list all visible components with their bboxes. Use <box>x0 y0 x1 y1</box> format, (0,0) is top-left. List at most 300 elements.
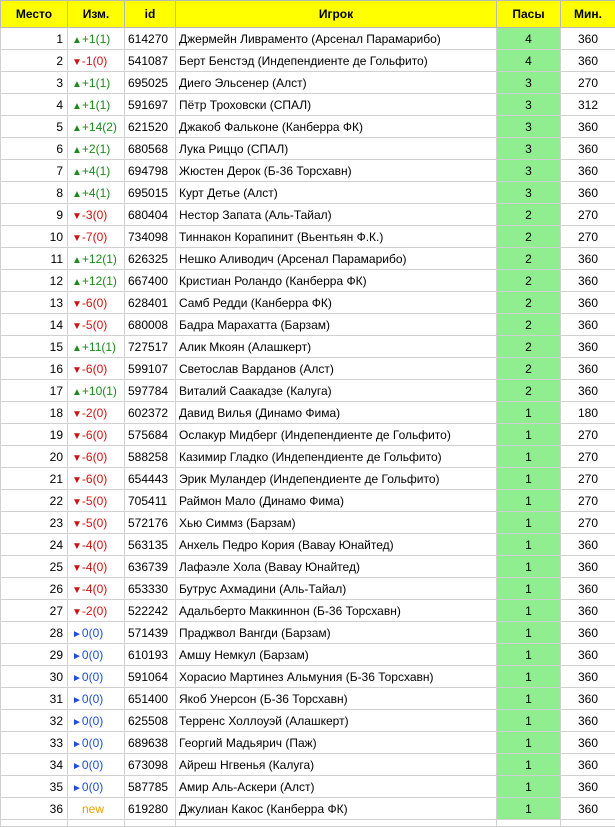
player-id-cell: 588258 <box>125 446 176 468</box>
change-value: +1(1) <box>82 76 110 90</box>
arrow-down-icon: ▼ <box>72 57 82 68</box>
assists-cell: 1 <box>497 798 561 820</box>
change-value: -4(0) <box>82 538 107 552</box>
change-cell <box>68 226 125 248</box>
player-id-cell: 680404 <box>125 204 176 226</box>
place-cell: 18 <box>1 402 68 424</box>
place-cell: 5 <box>1 116 68 138</box>
table-row <box>1 270 615 292</box>
change-value: +1(1) <box>82 98 110 112</box>
minutes-cell: 180 <box>561 402 615 424</box>
minutes-cell: 360 <box>561 556 615 578</box>
change-cell <box>68 666 125 688</box>
change-value: 0(0) <box>82 714 103 728</box>
change-cell <box>68 50 125 72</box>
player-name-cell: Раймон Мало (Динамо Фима) <box>176 490 497 512</box>
change-value: -1(0) <box>82 54 107 68</box>
minutes-cell: 360 <box>561 116 615 138</box>
place-cell: 27 <box>1 600 68 622</box>
player-id-cell: 680008 <box>125 314 176 336</box>
player-name-cell: Ослакур Мидберг (Индепендиенте де Гольфито) <box>176 424 497 446</box>
assists-cell: 1 <box>497 600 561 622</box>
player-name-cell: Пётр Троховски (СПАЛ) <box>176 94 497 116</box>
change-value: +4(1) <box>82 164 110 178</box>
table-row <box>1 28 615 50</box>
minutes-cell: 360 <box>561 666 615 688</box>
player-id-cell: 575684 <box>125 424 176 446</box>
player-id-cell: 673098 <box>125 754 176 776</box>
change-value: -5(0) <box>82 318 107 332</box>
arrow-up-icon: ▲ <box>72 145 82 156</box>
player-name-cell: Бутрус Ахмадини (Аль-Тайал) <box>176 578 497 600</box>
assists-cell: 2 <box>497 358 561 380</box>
assists-cell: 1 <box>497 776 561 798</box>
place-cell: 8 <box>1 182 68 204</box>
place-cell: 13 <box>1 292 68 314</box>
minutes-cell: 360 <box>561 754 615 776</box>
arrow-up-icon: ▲ <box>72 79 82 90</box>
empty-cell <box>68 820 125 827</box>
player-id-cell: 654443 <box>125 468 176 490</box>
change-cell <box>68 270 125 292</box>
arrow-up-icon: ▲ <box>72 387 82 398</box>
arrow-right-icon: ► <box>72 629 82 640</box>
minutes-cell: 270 <box>561 72 615 94</box>
change-value: 0(0) <box>82 648 103 662</box>
place-cell: 4 <box>1 94 68 116</box>
player-name-cell: Айреш Нгвенья (Калуга) <box>176 754 497 776</box>
table-row <box>1 50 615 72</box>
table-row <box>1 182 615 204</box>
change-value: -6(0) <box>82 428 107 442</box>
arrow-down-icon: ▼ <box>72 431 82 442</box>
assists-cell: 1 <box>497 468 561 490</box>
empty-cell <box>1 820 68 827</box>
arrow-down-icon: ▼ <box>72 585 82 596</box>
place-cell: 12 <box>1 270 68 292</box>
minutes-cell: 360 <box>561 50 615 72</box>
place-cell: 14 <box>1 314 68 336</box>
player-name-cell: Джермейн Ливраменто (Арсенал Парамарибо) <box>176 28 497 50</box>
change-value: +10(1) <box>82 384 117 398</box>
player-name-cell: Праджвол Вангди (Барзам) <box>176 622 497 644</box>
assists-cell: 1 <box>497 512 561 534</box>
table-row <box>1 798 615 820</box>
assists-cell: 1 <box>497 424 561 446</box>
header-minutes: Мин. <box>561 1 615 28</box>
place-cell: 23 <box>1 512 68 534</box>
assists-cell: 1 <box>497 688 561 710</box>
player-id-cell: 734098 <box>125 226 176 248</box>
assists-cell: 1 <box>497 446 561 468</box>
table-row <box>1 666 615 688</box>
arrow-down-icon: ▼ <box>72 497 82 508</box>
player-id-cell: 571439 <box>125 622 176 644</box>
change-value: +1(1) <box>82 32 110 46</box>
place-cell: 30 <box>1 666 68 688</box>
header-id: id <box>125 1 176 28</box>
assists-cell: 3 <box>497 160 561 182</box>
arrow-up-icon: ▲ <box>72 277 82 288</box>
change-cell <box>68 292 125 314</box>
player-name-cell: Эрик Муландер (Индепендиенте де Гольфито) <box>176 468 497 490</box>
player-name-cell: Нешко Аливодич (Арсенал Парамарибо) <box>176 248 497 270</box>
change-value: 0(0) <box>82 692 103 706</box>
change-cell <box>68 336 125 358</box>
player-name-cell: Самб Редди (Канберра ФК) <box>176 292 497 314</box>
arrow-right-icon: ► <box>72 695 82 706</box>
change-cell <box>68 754 125 776</box>
change-value: -4(0) <box>82 560 107 574</box>
change-value: -4(0) <box>82 582 107 596</box>
arrow-up-icon: ▲ <box>72 123 82 134</box>
assists-cell: 1 <box>497 578 561 600</box>
change-cell <box>68 600 125 622</box>
minutes-cell: 360 <box>561 314 615 336</box>
player-name-cell: Алик Мкоян (Алашкерт) <box>176 336 497 358</box>
table-row <box>1 468 615 490</box>
place-cell: 16 <box>1 358 68 380</box>
player-name-cell: Хью Симмз (Барзам) <box>176 512 497 534</box>
table-row <box>1 776 615 798</box>
arrow-right-icon: ► <box>72 739 82 750</box>
player-id-cell: 695025 <box>125 72 176 94</box>
place-cell: 24 <box>1 534 68 556</box>
minutes-cell: 270 <box>561 490 615 512</box>
change-cell <box>68 28 125 50</box>
change-cell <box>68 116 125 138</box>
change-cell <box>68 204 125 226</box>
assists-cell: 3 <box>497 116 561 138</box>
change-value: -6(0) <box>82 296 107 310</box>
place-cell: 22 <box>1 490 68 512</box>
change-value: -6(0) <box>82 472 107 486</box>
assists-cell: 1 <box>497 402 561 424</box>
minutes-cell: 360 <box>561 28 615 50</box>
place-cell: 7 <box>1 160 68 182</box>
minutes-cell: 360 <box>561 622 615 644</box>
arrow-down-icon: ▼ <box>72 211 82 222</box>
minutes-cell: 270 <box>561 468 615 490</box>
assists-cell: 2 <box>497 314 561 336</box>
change-value: -6(0) <box>82 450 107 464</box>
table-row <box>1 72 615 94</box>
player-id-cell: 626325 <box>125 248 176 270</box>
minutes-cell: 270 <box>561 424 615 446</box>
minutes-cell: 270 <box>561 446 615 468</box>
change-cell <box>68 710 125 732</box>
player-name-cell: Джакоб Фальконе (Канберра ФК) <box>176 116 497 138</box>
arrow-down-icon: ▼ <box>72 475 82 486</box>
player-id-cell: 680568 <box>125 138 176 160</box>
change-value: -3(0) <box>82 208 107 222</box>
arrow-down-icon: ▼ <box>72 233 82 244</box>
minutes-cell: 360 <box>561 776 615 798</box>
change-cell <box>68 622 125 644</box>
table-body <box>1 28 615 827</box>
player-name-cell: Амир Аль-Аскери (Алст) <box>176 776 497 798</box>
change-value: +12(1) <box>82 274 117 288</box>
header-change: Изм. <box>68 1 125 28</box>
minutes-cell: 360 <box>561 798 615 820</box>
table-row <box>1 116 615 138</box>
minutes-cell: 360 <box>561 270 615 292</box>
change-cell <box>68 534 125 556</box>
assists-cell: 1 <box>497 534 561 556</box>
assists-cell: 2 <box>497 336 561 358</box>
empty-cell <box>176 820 497 827</box>
header-place: Место <box>1 1 68 28</box>
player-id-cell: 636739 <box>125 556 176 578</box>
assists-cell: 1 <box>497 754 561 776</box>
table-row <box>1 292 615 314</box>
player-name-cell: Якоб Унерсон (Б-36 Торсхавн) <box>176 688 497 710</box>
table-row <box>1 490 615 512</box>
assists-cell: 3 <box>497 94 561 116</box>
change-value: +11(1) <box>82 340 116 354</box>
player-id-cell: 610193 <box>125 644 176 666</box>
table-row <box>1 732 615 754</box>
place-cell: 19 <box>1 424 68 446</box>
place-cell: 28 <box>1 622 68 644</box>
table-row <box>1 534 615 556</box>
table-row <box>1 622 615 644</box>
table-row <box>1 380 615 402</box>
table-row <box>1 688 615 710</box>
table-row <box>1 556 615 578</box>
arrow-down-icon: ▼ <box>72 563 82 574</box>
player-id-cell: 591697 <box>125 94 176 116</box>
assists-cell: 3 <box>497 182 561 204</box>
player-id-cell: 572176 <box>125 512 176 534</box>
change-value: +2(1) <box>82 142 110 156</box>
assists-cell: 1 <box>497 710 561 732</box>
minutes-cell: 360 <box>561 138 615 160</box>
change-cell <box>68 424 125 446</box>
player-name-cell: Берт Бенстэд (Индепендиенте де Гольфито) <box>176 50 497 72</box>
player-id-cell: 541087 <box>125 50 176 72</box>
arrow-right-icon: ► <box>72 761 82 772</box>
minutes-cell: 360 <box>561 248 615 270</box>
change-value: -2(0) <box>82 406 107 420</box>
arrow-right-icon: ► <box>72 673 82 684</box>
player-id-cell: 599107 <box>125 358 176 380</box>
minutes-cell: 360 <box>561 336 615 358</box>
player-name-cell: Хорасио Мартинез Альмуния (Б-36 Торсхавн) <box>176 666 497 688</box>
change-cell <box>68 644 125 666</box>
change-cell <box>68 798 125 820</box>
change-value: -5(0) <box>82 516 107 530</box>
table-row <box>1 358 615 380</box>
player-id-cell: 695015 <box>125 182 176 204</box>
place-cell: 10 <box>1 226 68 248</box>
table-row <box>1 336 615 358</box>
player-name-cell: Светослав Варданов (Алст) <box>176 358 497 380</box>
place-cell: 2 <box>1 50 68 72</box>
assists-cell: 4 <box>497 28 561 50</box>
arrow-right-icon: ► <box>72 717 82 728</box>
arrow-up-icon: ▲ <box>72 255 82 266</box>
header-player: Игрок <box>176 1 497 28</box>
assists-cell: 3 <box>497 72 561 94</box>
change-cell <box>68 776 125 798</box>
change-cell <box>68 380 125 402</box>
table-row <box>1 710 615 732</box>
arrow-up-icon: ▲ <box>72 343 82 354</box>
table-row <box>1 94 615 116</box>
player-name-cell: Терренс Холлоуэй (Алашкерт) <box>176 710 497 732</box>
place-cell: 20 <box>1 446 68 468</box>
minutes-cell: 360 <box>561 292 615 314</box>
minutes-cell: 360 <box>561 182 615 204</box>
assists-cell: 2 <box>497 270 561 292</box>
change-cell <box>68 578 125 600</box>
player-id-cell: 625508 <box>125 710 176 732</box>
player-name-cell: Джулиан Какос (Канберра ФК) <box>176 798 497 820</box>
change-value: 0(0) <box>82 626 103 640</box>
place-cell: 33 <box>1 732 68 754</box>
change-cell <box>68 732 125 754</box>
minutes-cell: 312 <box>561 94 615 116</box>
arrow-down-icon: ▼ <box>72 409 82 420</box>
table-row <box>1 512 615 534</box>
table-row <box>1 424 615 446</box>
player-id-cell: 563135 <box>125 534 176 556</box>
place-cell: 1 <box>1 28 68 50</box>
player-name-cell: Казимир Гладко (Индепендиенте де Гольфито) <box>176 446 497 468</box>
player-name-cell: Курт Детье (Алст) <box>176 182 497 204</box>
player-id-cell: 602372 <box>125 402 176 424</box>
place-cell: 25 <box>1 556 68 578</box>
empty-cell <box>125 820 176 827</box>
player-name-cell: Адальберто Маккиннон (Б-36 Торсхавн) <box>176 600 497 622</box>
table-row <box>1 160 615 182</box>
place-cell: 26 <box>1 578 68 600</box>
player-id-cell: 667400 <box>125 270 176 292</box>
change-value: +4(1) <box>82 186 110 200</box>
player-name-cell: Виталий Саакадзе (Калуга) <box>176 380 497 402</box>
assists-cell: 2 <box>497 292 561 314</box>
minutes-cell: 270 <box>561 204 615 226</box>
assists-cell: 1 <box>497 732 561 754</box>
place-cell: 15 <box>1 336 68 358</box>
minutes-cell: 360 <box>561 688 615 710</box>
change-value: 0(0) <box>82 670 103 684</box>
player-id-cell: 614270 <box>125 28 176 50</box>
header-row <box>1 1 615 28</box>
table-row <box>1 204 615 226</box>
player-id-cell: 727517 <box>125 336 176 358</box>
minutes-cell: 360 <box>561 534 615 556</box>
arrow-down-icon: ▼ <box>72 453 82 464</box>
arrow-up-icon: ▲ <box>72 35 82 46</box>
change-cell <box>68 72 125 94</box>
player-name-cell: Нестор Запата (Аль-Тайал) <box>176 204 497 226</box>
place-cell: 29 <box>1 644 68 666</box>
empty-row <box>1 820 615 827</box>
arrow-down-icon: ▼ <box>72 519 82 530</box>
table-row <box>1 600 615 622</box>
minutes-cell: 360 <box>561 644 615 666</box>
place-cell: 21 <box>1 468 68 490</box>
change-cell <box>68 556 125 578</box>
assists-cell: 2 <box>497 380 561 402</box>
assists-cell: 1 <box>497 622 561 644</box>
table-row <box>1 138 615 160</box>
assists-cell: 4 <box>497 50 561 72</box>
change-value: -6(0) <box>82 362 107 376</box>
place-cell: 17 <box>1 380 68 402</box>
arrow-down-icon: ▼ <box>72 321 82 332</box>
arrow-right-icon: ► <box>72 651 82 662</box>
empty-cell <box>561 820 615 827</box>
table-row <box>1 754 615 776</box>
change-cell <box>68 688 125 710</box>
assists-cell: 1 <box>497 556 561 578</box>
place-cell: 6 <box>1 138 68 160</box>
table-row <box>1 248 615 270</box>
empty-cell <box>497 820 561 827</box>
header-assists: Пасы <box>497 1 561 28</box>
place-cell: 36 <box>1 798 68 820</box>
arrow-down-icon: ▼ <box>72 299 82 310</box>
table-row <box>1 226 615 248</box>
assists-cell: 3 <box>497 138 561 160</box>
new-badge: new <box>72 802 104 816</box>
player-id-cell: 619280 <box>125 798 176 820</box>
player-id-cell: 694798 <box>125 160 176 182</box>
change-value: +14(2) <box>82 120 117 134</box>
player-id-cell: 653330 <box>125 578 176 600</box>
change-cell <box>68 160 125 182</box>
assists-cell: 2 <box>497 248 561 270</box>
place-cell: 3 <box>1 72 68 94</box>
change-value: +12(1) <box>82 252 117 266</box>
minutes-cell: 270 <box>561 226 615 248</box>
place-cell: 35 <box>1 776 68 798</box>
change-cell <box>68 402 125 424</box>
table-row <box>1 446 615 468</box>
table-row <box>1 402 615 424</box>
change-cell <box>68 446 125 468</box>
change-cell <box>68 490 125 512</box>
player-id-cell: 591064 <box>125 666 176 688</box>
place-cell: 34 <box>1 754 68 776</box>
change-cell <box>68 512 125 534</box>
assists-cell: 2 <box>497 204 561 226</box>
player-id-cell: 651400 <box>125 688 176 710</box>
change-cell <box>68 248 125 270</box>
player-name-cell: Тиннакон Корапинит (Вьентьян Ф.К.) <box>176 226 497 248</box>
change-value: -7(0) <box>82 230 107 244</box>
player-name-cell: Амшу Немкул (Барзам) <box>176 644 497 666</box>
minutes-cell: 360 <box>561 710 615 732</box>
change-value: -5(0) <box>82 494 107 508</box>
minutes-cell: 360 <box>561 578 615 600</box>
minutes-cell: 360 <box>561 358 615 380</box>
player-name-cell: Давид Вилья (Динамо Фима) <box>176 402 497 424</box>
arrow-down-icon: ▼ <box>72 541 82 552</box>
player-name-cell: Лафаэле Хола (Вавау Юнайтед) <box>176 556 497 578</box>
change-cell <box>68 358 125 380</box>
place-cell: 31 <box>1 688 68 710</box>
table-row <box>1 644 615 666</box>
arrow-down-icon: ▼ <box>72 607 82 618</box>
minutes-cell: 270 <box>561 512 615 534</box>
player-id-cell: 587785 <box>125 776 176 798</box>
player-name-cell: Бадра Марахатта (Барзам) <box>176 314 497 336</box>
assists-cell: 1 <box>497 644 561 666</box>
